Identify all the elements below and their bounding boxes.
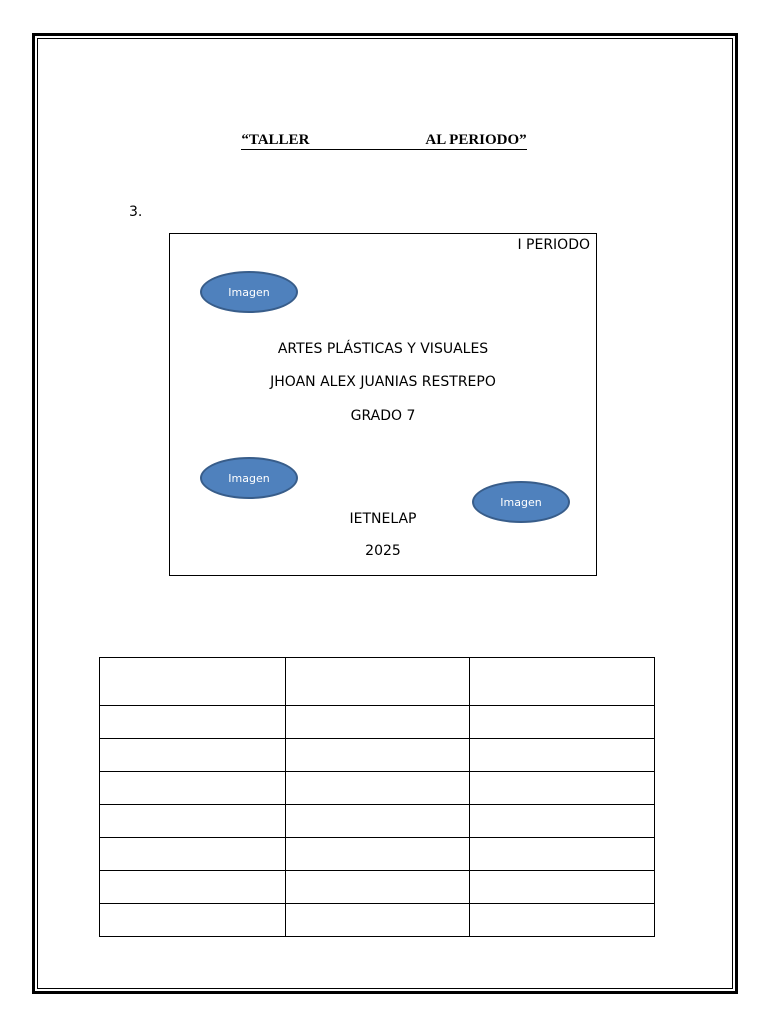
table-row (100, 904, 655, 937)
table-cell (286, 805, 470, 838)
cover-page-mockup (169, 233, 597, 576)
table-cell (286, 772, 470, 805)
table-cell (286, 739, 470, 772)
table-cell (100, 871, 286, 904)
table-cell (470, 904, 655, 937)
table-cell (286, 706, 470, 739)
title-left-text: “TALLER (241, 132, 310, 148)
table-row (100, 658, 655, 706)
table-cell (470, 772, 655, 805)
table-cell (100, 772, 286, 805)
table-cell (100, 739, 286, 772)
cover-period: I PERIODO (517, 237, 590, 253)
table-cell (286, 871, 470, 904)
document-title (0, 132, 768, 150)
image-placeholder-bottom-left: Imagen (200, 457, 298, 499)
table-cell (100, 706, 286, 739)
table-cell (470, 706, 655, 739)
item-number: 3. (129, 204, 143, 220)
title-right-text: AL PERIODO” (425, 132, 527, 148)
empty-table (99, 657, 655, 937)
table-cell (470, 658, 655, 706)
table-cell (286, 904, 470, 937)
table-cell (286, 838, 470, 871)
table-cell (286, 658, 470, 706)
table-row (100, 871, 655, 904)
cover-grade: GRADO 7 (350, 408, 416, 424)
table-row (100, 706, 655, 739)
table-cell (470, 838, 655, 871)
cover-student-name: JHOAN ALEX JUANIAS RESTREPO (270, 374, 496, 390)
table-cell (100, 805, 286, 838)
title-underline (241, 132, 526, 150)
table-cell (100, 838, 286, 871)
table-row (100, 772, 655, 805)
table-cell (470, 805, 655, 838)
cover-school: IETNELAP (349, 511, 417, 527)
table-cell (100, 904, 286, 937)
cover-year: 2025 (365, 543, 401, 559)
table-row (100, 739, 655, 772)
table-cell (470, 871, 655, 904)
table-row (100, 805, 655, 838)
table-cell (470, 739, 655, 772)
image-placeholder-top-left: Imagen (200, 271, 298, 313)
table-cell (100, 658, 286, 706)
image-placeholder-bottom-right: Imagen (472, 481, 570, 523)
table-row (100, 838, 655, 871)
cover-subject: ARTES PLÁSTICAS Y VISUALES (277, 341, 489, 357)
